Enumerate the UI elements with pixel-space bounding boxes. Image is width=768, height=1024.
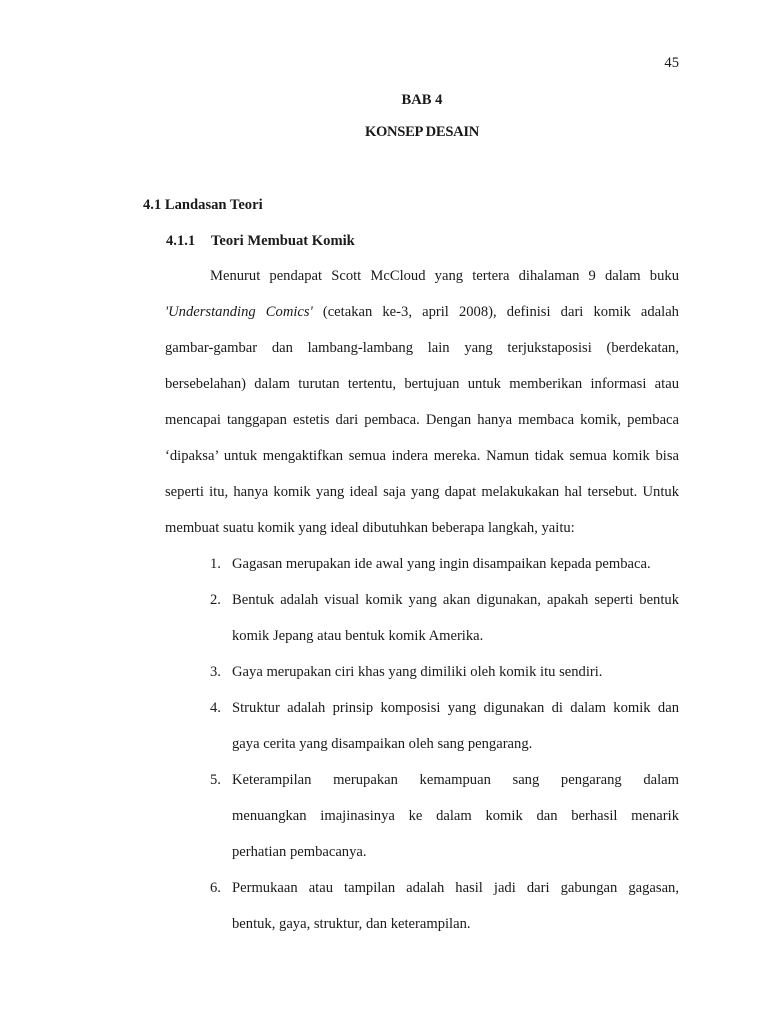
list-line: gaya cerita yang disampaikan oleh sang pengarang. — [232, 736, 533, 752]
list-line: perhatian pembacanya. — [232, 844, 367, 860]
paragraph-line-book — [165, 301, 679, 337]
list-line: Gaya merupakan ciri khas yang dimiliki oleh komik itu sendiri. — [232, 664, 603, 680]
list-line: menuangkan imajinasinya ke dalam komik dan berhasil menarik — [232, 808, 679, 824]
subsection-heading — [166, 233, 355, 250]
numbered-list — [210, 553, 679, 949]
list-line: Permukaan atau tampilan adalah hasil jadi dari gabungan gagasan, — [232, 880, 679, 896]
list-line: Bentuk adalah visual komik yang akan digunakan, apakah seperti bentuk — [232, 592, 679, 608]
list-number: 1. — [210, 556, 221, 572]
section-heading: 4.1 Landasan Teori — [143, 197, 263, 213]
list-line: komik Jepang atau bentuk komik Amerika. — [232, 628, 484, 644]
list-item — [210, 697, 679, 769]
chapter-heading: BAB 4 — [401, 92, 443, 108]
paragraph-line: Menurut pendapat Scott McCloud yang tertera dihalaman 9 dalam buku — [210, 268, 679, 284]
subsection-title: Teori Membuat Komik — [211, 233, 355, 249]
list-line: Keterampilan merupakan kemampuan sang pengarang dalam — [232, 772, 679, 788]
list-number: 3. — [210, 664, 221, 680]
list-item — [210, 661, 679, 697]
paragraph-line: mencapai tanggapan estetis dari pembaca. Dengan hanya membaca komik, pembaca — [165, 412, 679, 428]
paragraph-line: seperti itu, hanya komik yang ideal saja yang dapat melakukakan hal tersebut. Untuk — [165, 484, 679, 500]
list-line: Struktur adalah prinsip komposisi yang digunakan di dalam komik dan — [232, 700, 679, 716]
chapter-title: KONSEP DESAIN — [364, 124, 480, 140]
list-number: 2. — [210, 592, 221, 608]
paragraph-line: gambar-gambar dan lambang-lambang lain yang terjukstaposisi (berdekatan, — [165, 340, 679, 356]
paragraph-line-rest: (cetakan ke-3, april 2008), definisi dari komik adalah — [322, 304, 679, 320]
body-paragraph — [165, 265, 679, 553]
list-number: 5. — [210, 772, 221, 788]
paragraph-line: membuat suatu komik yang ideal dibutuhkan beberapa langkah, yaitu: — [165, 520, 575, 536]
list-item — [210, 589, 679, 661]
list-number: 4. — [210, 700, 221, 716]
list-item — [210, 769, 679, 877]
page-number: 45 — [664, 55, 679, 71]
list-line: bentuk, gaya, struktur, dan keterampilan. — [232, 916, 471, 932]
paragraph-line: ‘dipaksa’ untuk mengaktifkan semua indera mereka. Namun tidak semua komik bisa — [165, 448, 679, 464]
paragraph-line: bersebelahan) dalam turutan tertentu, bertujuan untuk memberikan informasi atau — [165, 376, 679, 392]
list-line: Gagasan merupakan ide awal yang ingin disampaikan kepada pembaca. — [232, 556, 651, 572]
subsection-number: 4.1.1 — [166, 233, 196, 249]
list-number: 6. — [210, 880, 221, 896]
book-title: 'Understanding Comics' — [165, 304, 313, 320]
list-item — [210, 553, 679, 589]
list-item — [210, 877, 679, 949]
